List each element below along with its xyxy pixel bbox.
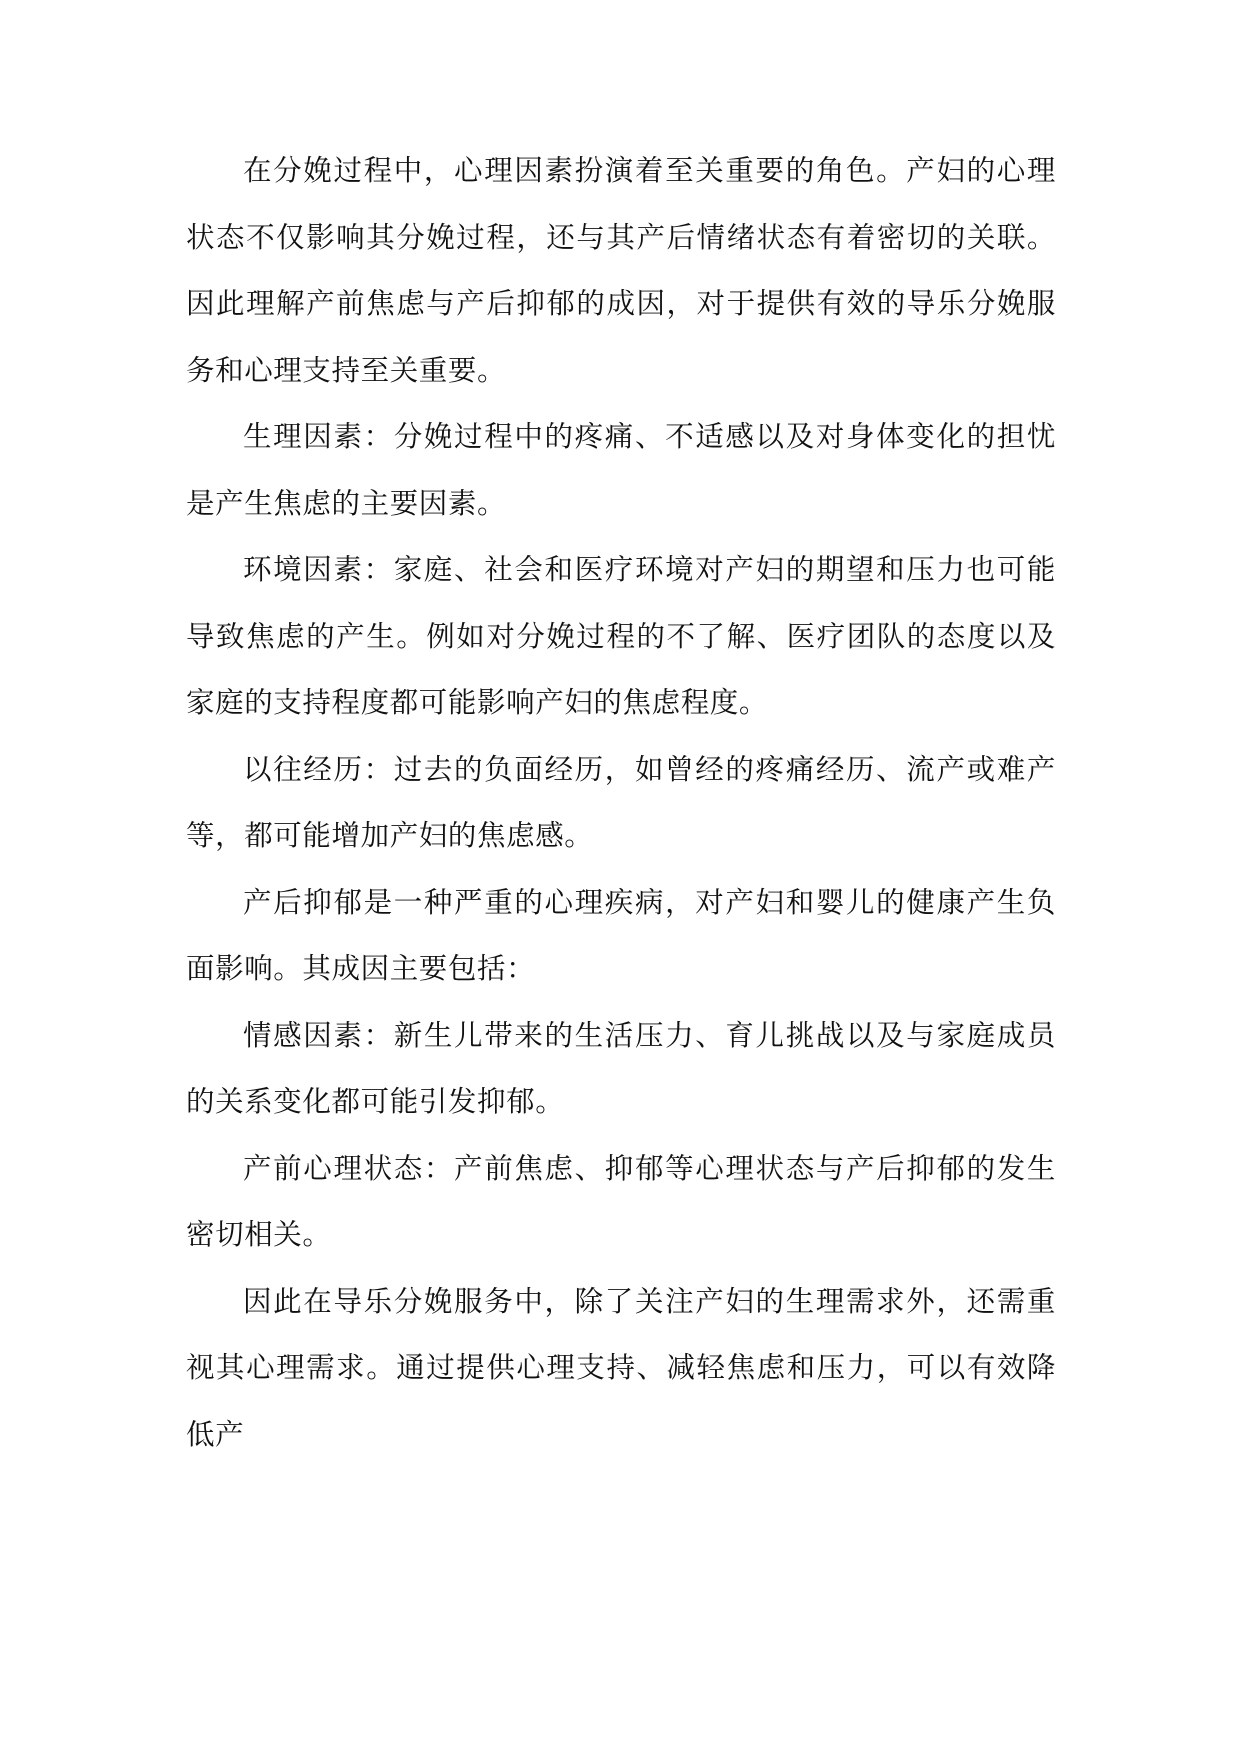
paragraph-postpartum-depression: 产后抑郁是一种严重的心理疾病，对产妇和婴儿的健康产生负面影响。其成因主要包括： [186,885,1056,985]
paragraph-environmental-factors: 环境因素：家庭、社会和医疗环境对产妇的期望和压力也可能导致焦虑的产生。例如对分娩过程的不了解、医疗团队的态度以及家庭的支持程度都可能影响产妇的焦虑程度。 [186,553,1056,719]
paragraph-emotional-factors: 情感因素：新生儿带来的生活压力、育儿挑战以及与家庭成员的关系变化都可能引发抑郁。 [186,1018,1056,1118]
paragraph-past-experience: 以往经历：过去的负面经历，如曾经的疼痛经历、流产或难产等，都可能增加产妇的焦虑感。 [186,752,1056,852]
paragraph-prenatal-state: 产前心理状态：产前焦虑、抑郁等心理状态与产后抑郁的发生密切相关。 [186,1151,1056,1251]
paragraph-intro: 在分娩过程中，心理因素扮演着至关重要的角色。产妇的心理状态不仅影响其分娩过程，还与其产后情绪状态有着密切的关联。因此理解产前焦虑与产后抑郁的成因，对于提供有效的导乐分娩服务和心理支持至关重要。 [186,154,1056,387]
paragraph-conclusion: 因此在导乐分娩服务中，除了关注产妇的生理需求外，还需重视其心理需求。通过提供心理支持、减轻焦虑和压力，可以有效降低产 [186,1284,1056,1451]
document-body [186,138,1056,1468]
paragraph-physiological-factors: 生理因素：分娩过程中的疼痛、不适感以及对身体变化的担忧是产生焦虑的主要因素。 [186,420,1056,520]
